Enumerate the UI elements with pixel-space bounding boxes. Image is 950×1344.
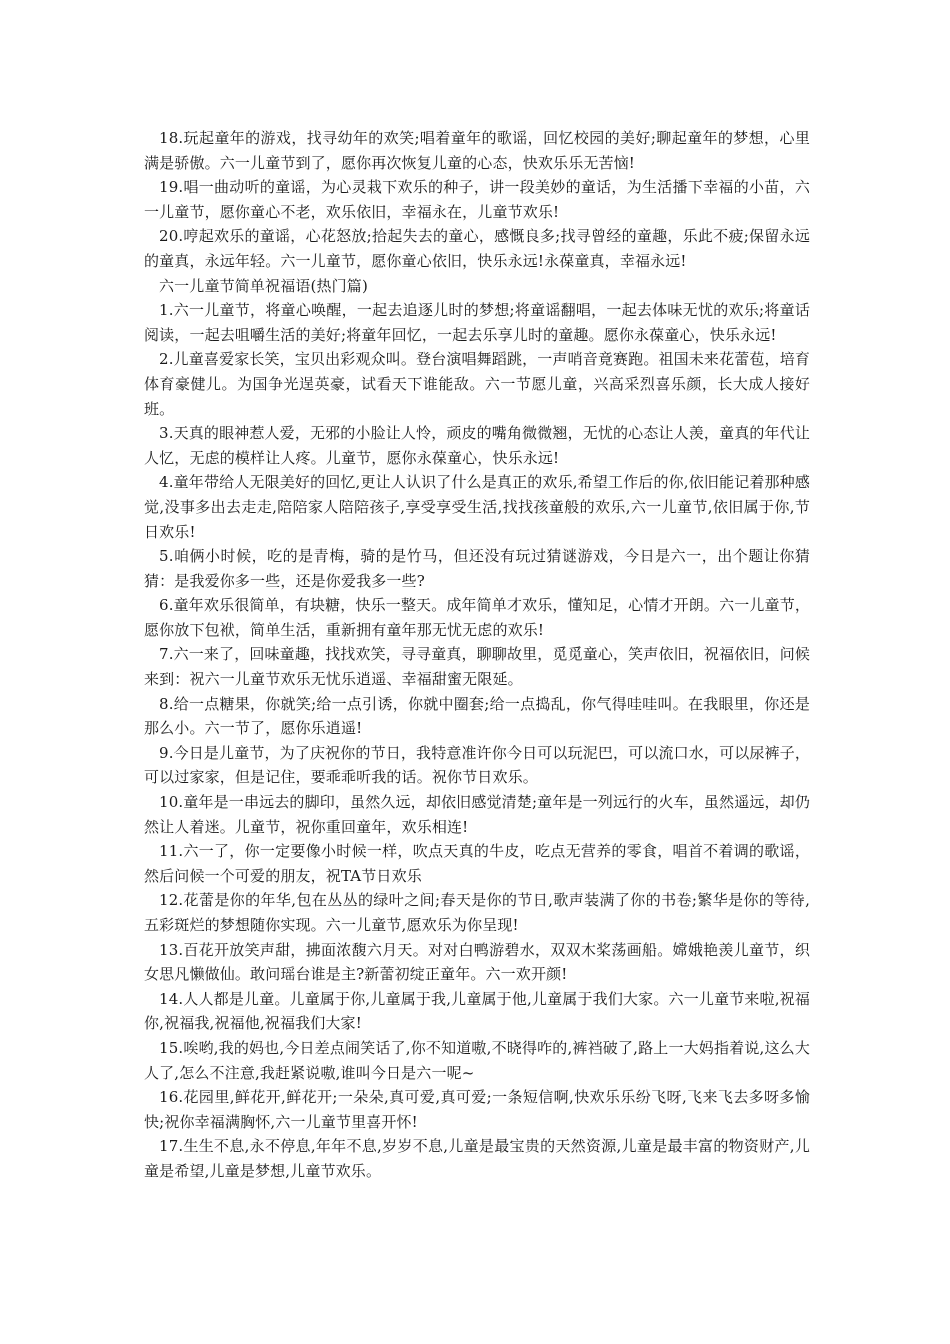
paragraph-6: 6.童年欢乐很简单，有块糖，快乐一整天。成年简单才欢乐，懂知足，心情才开朗。六一儿童节，愿你放下包袱，简单生活，重新拥有童年那无忧无虑的欢乐! — [144, 596, 810, 639]
paragraph-19: 19.唱一曲动听的童谣，为心灵栽下欢乐的种子，讲一段美妙的童话，为生活播下幸福的小苗，六一儿童节，愿你童心不老，欢乐依旧，幸福永在，儿童节欢乐! — [144, 178, 810, 221]
section-heading: 六一儿童节简单祝福语(热门篇) — [159, 276, 368, 295]
paragraph-1: 1.六一儿童节，将童心唤醒，一起去追逐儿时的梦想;将童谣翻唱，一起去体味无忧的欢乐;将童话阅读，一起去咀嚼生活的美好;将童年回忆，一起去乐享儿时的童趣。愿你永葆童心，快乐永远! — [144, 301, 810, 344]
document-body — [144, 126, 810, 1184]
paragraph-9: 9.今日是儿童节，为了庆祝你的节日，我特意准许你今日可以玩泥巴，可以流口水，可以尿裤子，可以过家家，但是记住，要乖乖听我的话。祝你节日欢乐。 — [144, 743, 810, 787]
paragraph-14: 14.人人都是儿童。儿童属于你,儿童属于我,儿童属于他,儿童属于我们大家。六一儿童节来啦,祝福你,祝福我,祝福他,祝福我们大家! — [144, 989, 810, 1033]
paragraph-16: 16.花园里,鲜花开,鲜花开;一朵朵,真可爱,真可爱;一条短信啊,快欢乐乐纷飞呀,飞来飞去多呀多愉快;祝你幸福满胸怀,六一儿童节里喜开怀! — [144, 1088, 810, 1131]
paragraph-7: 7.六一来了，回味童趣，找找欢笑，寻寻童真，聊聊故里，觅觅童心，笑声依旧，祝福依旧，问候来到：祝六一儿童节欢乐无忧乐逍遥、幸福甜蜜无限延。 — [144, 645, 810, 689]
paragraph-20: 20.哼起欢乐的童谣，心花怒放;拾起失去的童心，感慨良多;找寻曾经的童趣，乐此不疲;保留永远的童真，永远年轻。六一儿童节，愿你童心依旧，快乐永远!永葆童真，幸福永远! — [144, 227, 810, 270]
paragraph-12: 12.花蕾是你的年华,包在丛丛的绿叶之间;春天是你的节日,歌声装满了你的书卷;繁华是你的等待,五彩斑烂的梦想随你实现。六一儿童节,愿欢乐为你呈现! — [144, 891, 810, 934]
paragraph-10: 10.童年是一串远去的脚印，虽然久远，却依旧感觉清楚;童年是一列远行的火车，虽然遥远，却仍然让人着迷。儿童节，祝你重回童年，欢乐相连! — [144, 793, 810, 836]
paragraph-17: 17.生生不息,永不停息,年年不息,岁岁不息,儿童是最宝贵的天然资源,儿童是最丰富的物资财产,儿童是希望,儿童是梦想,儿童节欢乐。 — [144, 1137, 810, 1180]
paragraph-2: 2.儿童喜爱家长笑，宝贝出彩观众叫。登台演唱舞蹈跳，一声哨音竟赛跑。祖国未来花蕾苞，培育体育豪健儿。为国争光逞英豪，试看天下谁能敌。六一节愿儿童，兴高采烈喜乐颜，长大成人接好班。 — [144, 350, 810, 418]
paragraph-3: 3.天真的眼神惹人爱，无邪的小脸让人怜，顽皮的嘴角微微翘，无忧的心态让人羡，童真的年代让人忆，无虑的模样让人疼。儿童节，愿你永葆童心，快乐永远! — [144, 424, 810, 467]
paragraph-5: 5.咱俩小时候，吃的是青梅，骑的是竹马，但还没有玩过猜谜游戏，今日是六一，出个题让你猜猜：是我爱你多一些，还是你爱我多一些? — [144, 547, 810, 590]
paragraph-13: 13.百花开放笑声甜，拂面浓馥六月天。对对白鸭游碧水，双双木桨荡画船。嫦娥艳羡儿童节，织女思凡懒做仙。敢问瑶台谁是主?新蕾初绽正童年。六一欢开颜! — [144, 940, 810, 984]
paragraph-11: 11.六一了，你一定要像小时候一样，吹点天真的牛皮，吃点无营养的零食，唱首不着调的歌谣，然后问候一个可爱的朋友，祝TA节日欢乐 — [144, 842, 810, 885]
paragraph-4: 4.童年带给人无限美好的回忆,更让人认识了什么是真正的欢乐,希望工作后的你,依旧能记着那种感觉,没事多出去走走,陪陪家人陪陪孩子,享受享受生活,找找孩童般的欢乐,六一儿童节,依旧属于你,节日欢乐! — [144, 473, 810, 541]
paragraph-8: 8.给一点糖果，你就笑;给一点引诱，你就中圈套;给一点捣乱，你气得哇哇叫。在我眼里，你还是那么小。六一节了，愿你乐逍遥! — [144, 694, 810, 738]
paragraph-18: 18.玩起童年的游戏，找寻幼年的欢笑;唱着童年的歌谣，回忆校园的美好;聊起童年的梦想，心里满是骄傲。六一儿童节到了，愿你再次恢复儿童的心态，快欢乐乐无苦恼! — [144, 129, 810, 172]
paragraph-15: 15.唉哟,我的妈也,今日差点闹笑话了,你不知道嗷,不晓得咋的,裤裆破了,路上一大妈指着说,这么大人了,怎么不注意,我赶紧说嗷,谁叫今日是六一呢~ — [144, 1038, 810, 1082]
